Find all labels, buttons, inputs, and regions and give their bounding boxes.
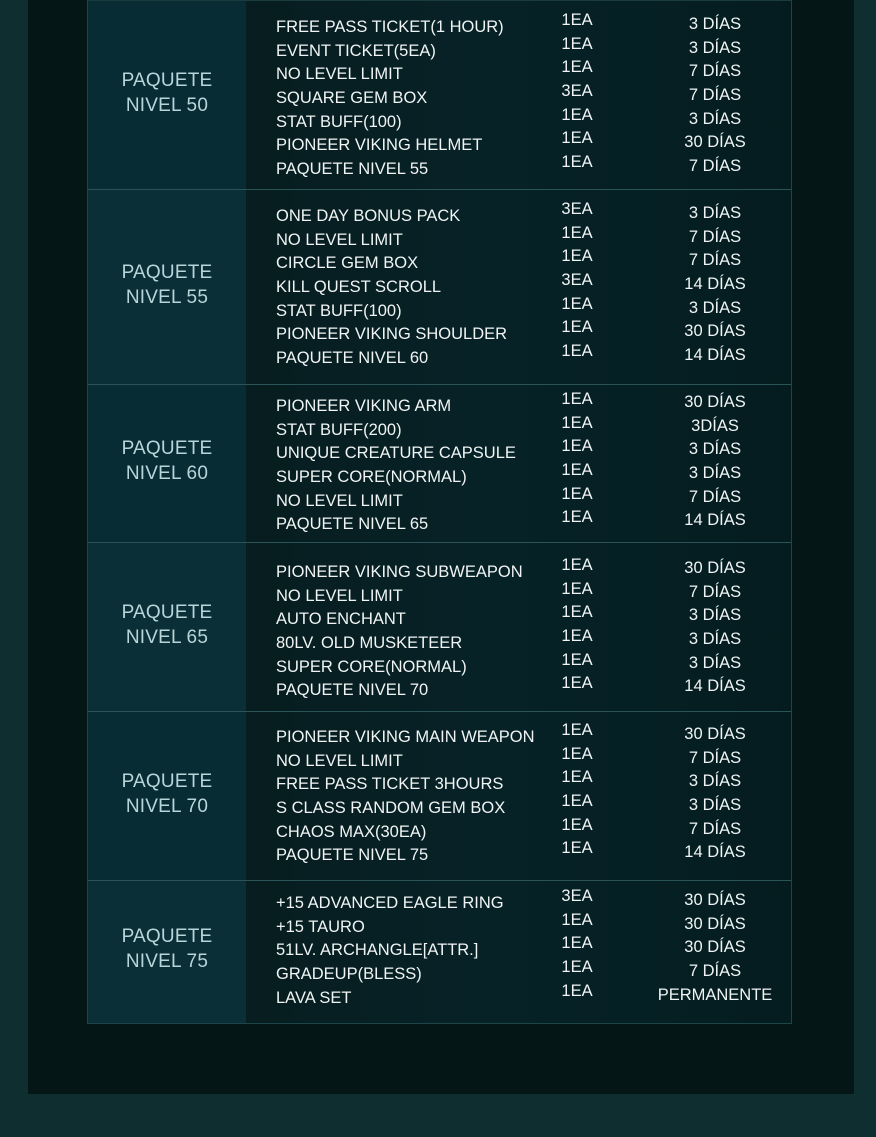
item-qty: 1EA [561,650,593,669]
item-qty: 1EA [561,11,593,29]
package-row [88,384,791,543]
item-qty: 1EA [561,815,593,834]
item-name: FREE PASS TICKET 3HOURS [276,775,504,794]
item-qty: 3EA [561,271,593,290]
item-duration: 14 DÍAS [684,511,746,530]
item-qty-column [540,198,614,364]
item-name-column [276,395,516,537]
item-name: SUPER CORE(NORMAL) [276,657,467,676]
item-name: PIONEER VIKING SUBWEAPON [276,563,523,581]
item-name: PIONEER VIKING ARM [276,397,452,415]
item-duration: 3 DÍAS [688,204,742,222]
item-duration: 3 DÍAS [688,796,742,815]
item-duration: 7 DÍAS [688,62,742,81]
item-duration: 30 DÍAS [684,914,746,933]
package-label-line1: PAQUETE [121,601,213,623]
item-qty: 1EA [561,58,593,77]
item-qty: 1EA [561,627,593,646]
item-name: NO LEVEL LIMIT [276,491,403,510]
item-name: PAQUETE NIVEL 55 [276,160,429,179]
item-name: GRADEUP(BLESS) [276,965,422,984]
item-name-column [276,205,507,371]
item-duration-column [646,889,784,1007]
package-label-line2: NIVEL 65 [125,626,209,648]
item-name: KILL QUEST SCROLL [276,278,442,297]
item-name: PIONEER VIKING HELMET [276,136,483,155]
item-name: PIONEER VIKING SHOULDER [276,325,508,344]
item-duration: 3 DÍAS [688,653,742,672]
item-qty: 1EA [561,579,593,598]
item-qty: 1EA [561,934,593,953]
package-label-line2: NIVEL 55 [125,286,209,308]
item-qty-column [540,554,614,696]
item-qty: 1EA [561,792,593,811]
item-duration: 7 DÍAS [688,748,742,767]
item-duration: 3 DÍAS [688,606,742,625]
item-name: STAT BUFF(100) [276,301,402,320]
item-duration: 3 DÍAS [688,298,742,317]
item-name: 51LV. ARCHANGLE[ATTR.] [276,941,479,960]
item-name: PAQUETE NIVEL 65 [276,515,429,534]
package-label [88,190,246,385]
item-qty: 1EA [561,223,593,242]
package-items [246,190,791,385]
item-name: EVENT TICKET(5EA) [276,41,436,60]
package-row [88,542,791,712]
item-name: PAQUETE NIVEL 75 [276,846,429,865]
item-duration: 3 DÍAS [688,772,742,791]
package-items [246,712,791,881]
package-label-line1: PAQUETE [121,69,213,91]
item-qty: 1EA [561,721,593,739]
item-qty: 1EA [561,294,593,313]
package-label-line2: NIVEL 60 [125,463,209,484]
item-name: +15 TAURO [276,917,365,936]
item-name: LAVA SET [276,988,352,1007]
item-qty: 1EA [561,153,593,172]
item-name: SUPER CORE(NORMAL) [276,468,467,487]
item-qty: 1EA [561,318,593,337]
item-qty: 1EA [561,105,593,124]
item-name: CHAOS MAX(30EA) [276,822,427,841]
item-qty: 1EA [561,603,593,622]
item-duration: 7 DÍAS [688,582,742,601]
item-duration: 30 DÍAS [684,393,746,411]
item-qty: 1EA [561,461,593,480]
item-qty-column [540,885,614,1003]
item-duration: 3 DÍAS [688,38,742,57]
item-qty: 1EA [561,129,593,148]
item-qty: 1EA [561,342,593,361]
item-duration: 14 DÍAS [684,843,746,862]
item-duration: 3DÍAS [691,416,739,435]
package-row [88,189,791,385]
item-qty: 3EA [561,887,593,905]
item-name: PAQUETE NIVEL 60 [276,349,429,368]
item-qty: 1EA [561,34,593,53]
item-duration: 30 DÍAS [684,891,746,909]
item-duration: 7 DÍAS [688,227,742,246]
package-label [88,543,246,712]
item-qty: 3EA [561,200,593,218]
item-name: STAT BUFF(100) [276,112,402,131]
item-qty-column [540,9,614,175]
package-row [88,711,791,881]
item-qty: 1EA [561,556,593,574]
item-duration: 14 DÍAS [684,275,746,294]
package-label-line1: PAQUETE [121,438,213,459]
item-qty: 1EA [561,508,593,527]
item-duration-column [646,557,784,699]
item-name: NO LEVEL LIMIT [276,586,403,605]
package-items [246,543,791,712]
item-name: SQUARE GEM BOX [276,89,428,108]
item-duration: 30 DÍAS [684,725,746,743]
item-name: NO LEVEL LIMIT [276,230,403,249]
package-label [88,385,246,543]
item-qty-column [540,719,614,861]
item-duration-column [646,13,784,179]
package-label-line2: NIVEL 50 [125,94,209,116]
item-qty: 1EA [561,958,593,977]
item-qty: 1EA [561,674,593,693]
package-label-line2: NIVEL 75 [125,951,209,972]
item-duration: 3 DÍAS [688,15,742,33]
item-name: PAQUETE NIVEL 70 [276,681,429,700]
package-label-line1: PAQUETE [121,926,213,947]
item-qty: 1EA [561,768,593,787]
item-name: STAT BUFF(200) [276,420,402,439]
item-qty-column [540,388,614,530]
package-label-line1: PAQUETE [121,261,213,283]
item-name: UNIQUE CREATURE CAPSULE [276,444,516,463]
item-qty: 1EA [561,390,593,408]
item-name: FREE PASS TICKET(1 HOUR) [276,18,504,36]
item-name: PIONEER VIKING MAIN WEAPON [276,728,535,746]
item-duration: 7 DÍAS [688,86,742,105]
item-duration: 14 DÍAS [684,346,746,365]
item-name-column [276,561,523,703]
item-duration: 30 DÍAS [684,322,746,341]
item-duration: 7 DÍAS [688,487,742,506]
package-row [88,0,791,190]
item-duration-column [646,723,784,865]
item-duration-column [646,202,784,368]
item-qty: 3EA [561,82,593,101]
item-qty: 1EA [561,484,593,503]
package-label [88,881,246,1023]
item-qty: 1EA [561,413,593,432]
package-table [87,0,792,1024]
item-name: NO LEVEL LIMIT [276,751,403,770]
package-items [246,385,791,543]
item-duration-column [646,391,784,533]
item-qty: 1EA [561,910,593,929]
item-duration: 3 DÍAS [688,440,742,459]
item-name: S CLASS RANDOM GEM BOX [276,799,506,818]
item-duration: 3 DÍAS [688,109,742,128]
item-name-column [276,726,535,868]
item-duration: 30 DÍAS [684,559,746,577]
item-name: NO LEVEL LIMIT [276,65,403,84]
package-items [246,881,791,1023]
item-duration: 7 DÍAS [688,251,742,270]
item-name: ONE DAY BONUS PACK [276,207,461,225]
item-qty: 1EA [561,744,593,763]
item-name-column [276,16,504,182]
package-label-line2: NIVEL 70 [125,795,209,817]
item-duration: 3 DÍAS [688,464,742,483]
item-duration: 30 DÍAS [684,938,746,957]
item-duration: 3 DÍAS [688,630,742,649]
item-qty: 1EA [561,437,593,456]
package-row [88,880,791,1023]
item-duration: 7 DÍAS [688,962,742,981]
item-qty: 1EA [561,247,593,266]
item-duration: 7 DÍAS [688,819,742,838]
item-duration: 30 DÍAS [684,133,746,152]
package-label [88,712,246,881]
package-label [88,1,246,190]
package-items [246,1,791,190]
item-qty: 1EA [561,839,593,858]
item-name: CIRCLE GEM BOX [276,254,419,273]
item-name: +15 ADVANCED EAGLE RING [276,894,504,912]
item-name: 80LV. OLD MUSKETEER [276,634,463,653]
package-label-line1: PAQUETE [121,770,213,792]
item-name: AUTO ENCHANT [276,610,406,629]
item-duration: 7 DÍAS [688,157,742,176]
item-name-column [276,892,504,1010]
item-duration: 14 DÍAS [684,677,746,696]
item-qty: 1EA [561,981,593,1000]
item-duration: PERMANENTE [657,985,773,1004]
